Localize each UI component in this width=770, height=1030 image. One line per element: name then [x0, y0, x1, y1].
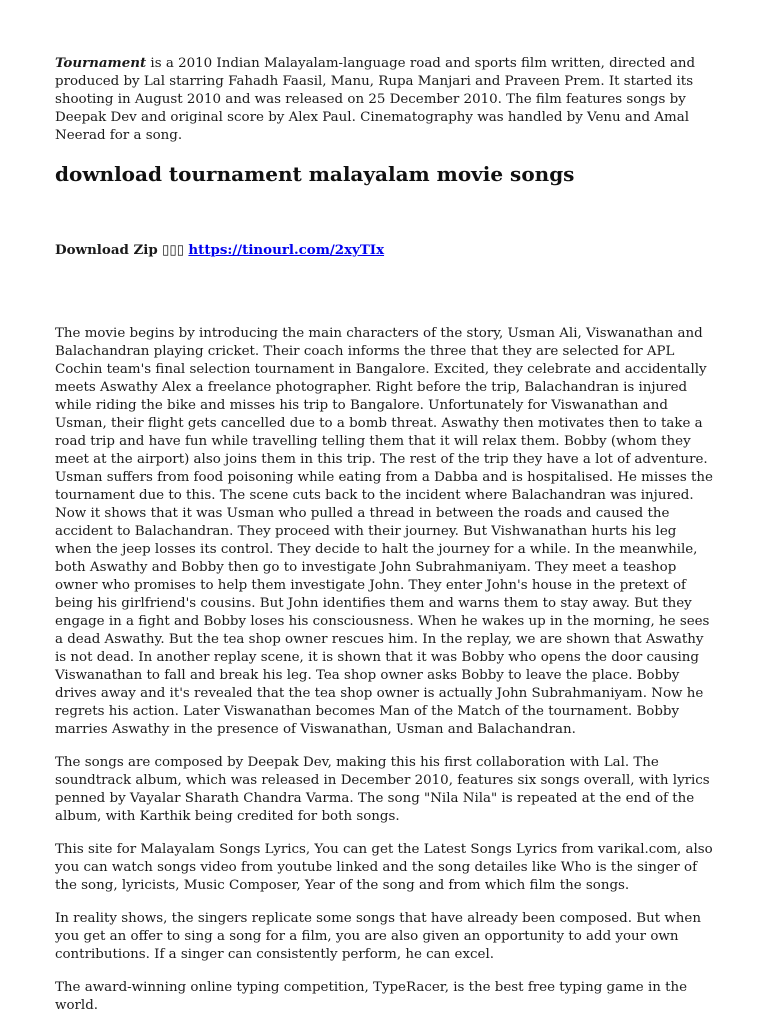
- site-paragraph: This site for Malayalam Songs Lyrics, You can get the Latest Songs Lyrics from varikal.com, also you can watch songs video from youtube linked and the song detailes like Who is the singer of the song, lyricists, Music Composer, Year of the song and from which film the songs.: [55, 842, 713, 893]
- typeracer-paragraph: The award-winning online typing competition, TypeRacer, is the best free typing game in the world.: [55, 980, 688, 1013]
- intro-title-word: Tournament: [55, 55, 147, 71]
- document-page: [55, 54, 715, 1030]
- reality-shows-paragraph: In reality shows, the singers replicate some songs that have already been composed. But when you get an offer to sing a song for a film, you are also given an opportunity to add your own contributions. If a singer can consistently perform, he can excel.: [55, 911, 701, 962]
- download-link[interactable]: https://tinourl.com/2xyTIx: [188, 242, 385, 258]
- plot-paragraph: The movie begins by introducing the main characters of the story, Usman Ali, Viswanathan and Balachandran playing cricket. Their coach informs the three that they are selected for APL Cochin team's final selection tournament in Bangalore. Excited, they celebrate and accidentally meets Aswathy Alex a freelance photographer. Right before the trip, Balachandran is injured while riding the bike and misses his trip to Bangalore. Unfortunately for Viswanathan and Usman, their flight gets cancelled due to a bomb threat. Aswathy then motivates then to take a road trip and have fun while travelling telling them that it will relax them. Bobby (whom they meet at the airport) also joins them in this trip. The rest of the trip they have a lot of adventure. Usman suffers from food poisoning while eating from a Dabba and is hospitalised. He misses the tournament due to this. The scene cuts back to the incident where Balachandran was injured. Now it shows that it was Usman who pulled a thread in between the roads and caused the accident to Balachandran. They proceed with their journey. But Vishwanathan hurts his leg when the jeep losses its control. They decide to halt the journey for a while. In the meanwhile, both Aswathy and Bobby then go to investigate John Subrahmaniyam. They meet a teashop owner who promises to help them investigate John. They enter John's house in the pretext of being his girlfriend's cousins. But John identifies them and warns them to stay away. But they engage in a fight and Bobby loses his consciousness. When he wakes up in the morning, he sees a dead Aswathy. But the tea shop owner rescues him. In the replay, we are shown that Aswathy is not dead. In another replay scene, it is shown that it was Bobby who opens the door causing Viswanathan to fall and break his leg. Tea shop owner asks Bobby to leave the place. Bobby drives away and it's revealed that the tea shop owner is actually John Subrahmaniyam. Now he regrets his action. Later Viswanathan becomes Man of the Match of the tournament. Bobby marries Aswathy in the presence of Viswanathan, Usman and Balachandran.: [55, 326, 713, 737]
- download-glyphs: ▯▯▯: [162, 243, 185, 258]
- download-label: Download Zip: [55, 242, 158, 258]
- download-line: [55, 241, 715, 260]
- page-heading: download tournament malayalam movie songs: [55, 162, 575, 186]
- intro-paragraph: [55, 54, 715, 145]
- soundtrack-paragraph: The songs are composed by Deepak Dev, making this his first collaboration with Lal. The soundtrack album, which was released in December 2010, features six songs overall, with lyrics penned by Vayalar Sharath Chandra Varma. The song "Nila Nila" is repeated at the end of the album, with Karthik being credited for both songs.: [55, 755, 710, 824]
- intro-text: is a 2010 Indian Malayalam-language road and sports film written, directed and produced by Lal starring Fahadh Faasil, Manu, Rupa Manjari and Praveen Prem. It started its shooting in August 2010 and was released on 25 December 2010. The film features songs by Deepak Dev and original score by Alex Paul. Cinematography was handled by Venu and Amal Neerad for a song.: [55, 56, 696, 143]
- spacer: [55, 260, 715, 325]
